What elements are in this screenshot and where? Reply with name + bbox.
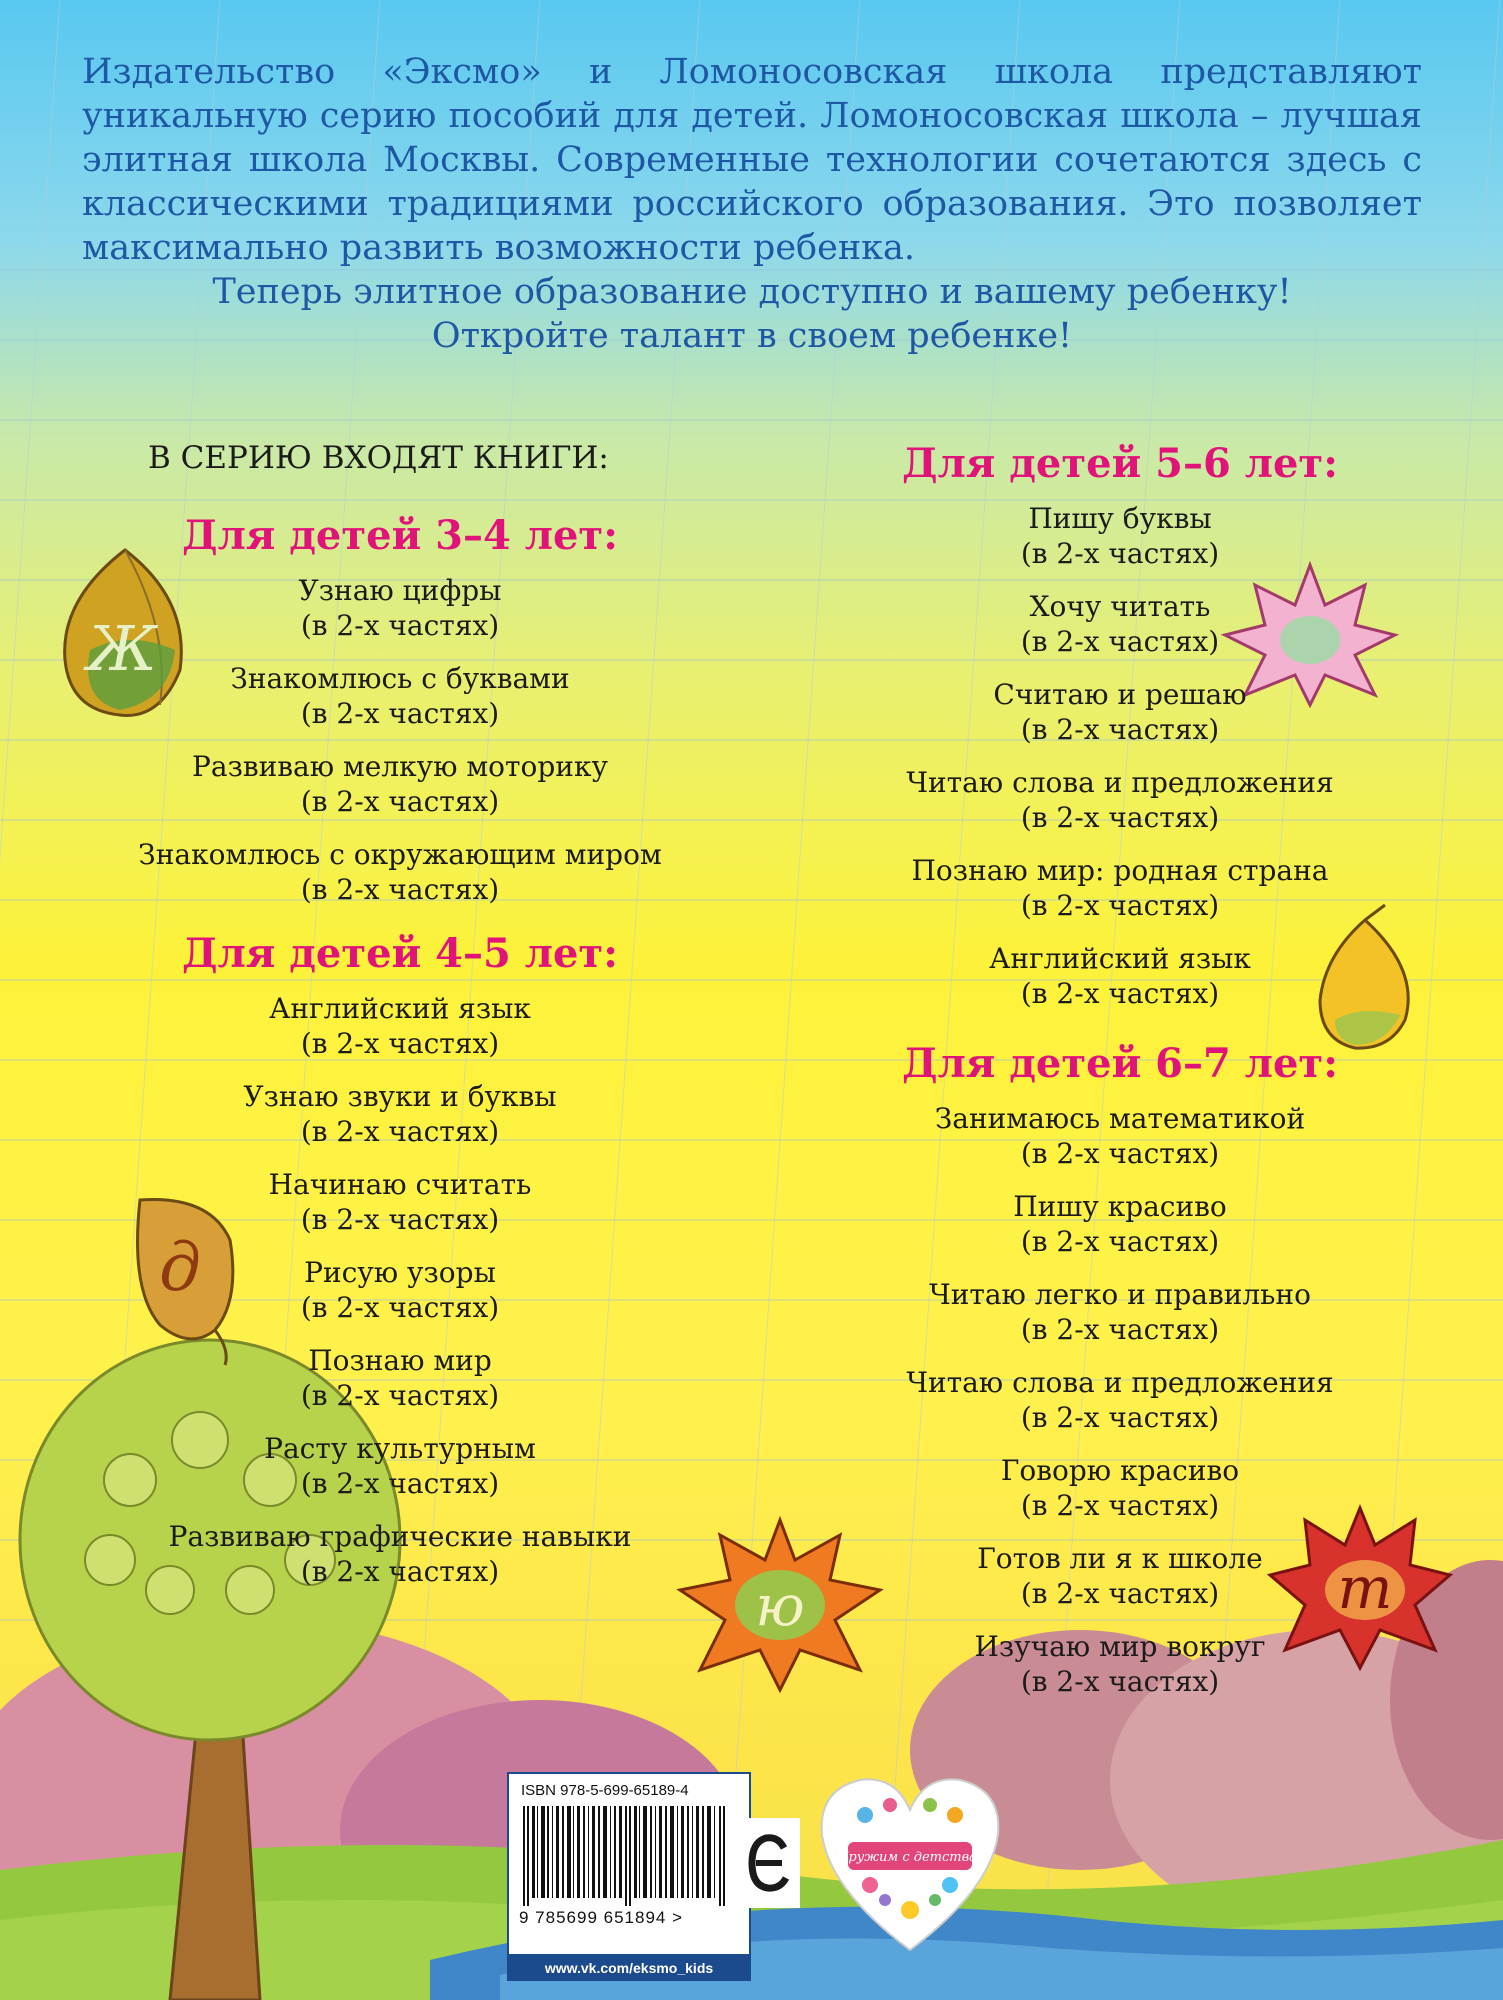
book-parts: (в 2-х частях) <box>1020 1137 1220 1170</box>
intro-line-2: Откройте талант в своем ребенке! <box>431 316 1073 356</box>
book-parts: (в 2-х частях) <box>300 785 500 818</box>
book-parts: (в 2-х частях) <box>300 1203 500 1236</box>
book-title: Готов ли я к школе <box>977 1542 1263 1575</box>
book-title: Расту культурным <box>264 1432 536 1465</box>
book-parts: (в 2-х частях) <box>300 1467 500 1500</box>
book-title: Считаю и решаю <box>993 678 1247 711</box>
book-parts: (в 2-х частях) <box>300 609 500 642</box>
book-item <box>820 1189 1420 1259</box>
book-title: Узнаю звуки и буквы <box>243 1080 557 1113</box>
leaf-letter-2: д <box>159 1229 201 1306</box>
book-parts: (в 2-х частях) <box>1020 1225 1220 1258</box>
book-item <box>820 1101 1420 1171</box>
book-parts: (в 2-х частях) <box>1020 625 1220 658</box>
book-item <box>100 573 700 643</box>
book-item <box>820 589 1420 659</box>
group-heading: Для детей 4–5 лет: <box>182 930 618 977</box>
book-item <box>100 837 700 907</box>
book-item <box>100 1431 700 1501</box>
book-item <box>820 1541 1420 1611</box>
intro-line-1: Теперь элитное образование доступно и вашему ребенку! <box>212 272 1292 312</box>
book-title: Познаю мир: родная страна <box>911 854 1329 887</box>
book-item <box>820 941 1420 1011</box>
group-heading: Для детей 5–6 лет: <box>902 440 1338 487</box>
book-parts: (в 2-х частях) <box>1020 1577 1220 1610</box>
book-title: Читаю легко и правильно <box>929 1278 1311 1311</box>
book-item <box>820 1453 1420 1523</box>
isbn-label: ISBN 978-5-699-65189-4 <box>521 1782 689 1799</box>
book-parts: (в 2-х частях) <box>1020 1665 1220 1698</box>
group-5-6 <box>820 440 1420 1029</box>
heart-badge-text: Дружим с детства! <box>837 1850 983 1865</box>
book-title: Знакомлюсь с буквами <box>230 662 570 695</box>
book-title: Начинаю считать <box>268 1168 532 1201</box>
book-title: Познаю мир <box>308 1344 492 1377</box>
book-item <box>100 749 700 819</box>
heart-badge-icon <box>810 1760 1010 1960</box>
book-title: Хочу читать <box>1029 590 1211 623</box>
book-parts: (в 2-х частях) <box>300 873 500 906</box>
group-heading: Для детей 3–4 лет: <box>182 512 618 559</box>
book-item <box>820 677 1420 747</box>
book-parts: (в 2-х частях) <box>300 1027 500 1060</box>
book-title: Знакомлюсь с окружающим миром <box>138 838 662 871</box>
group-heading: Для детей 6–7 лет: <box>902 1040 1338 1087</box>
eksmo-logo-icon <box>738 1818 800 1908</box>
book-item <box>820 501 1420 571</box>
book-parts: (в 2-х частях) <box>1020 1401 1220 1434</box>
book-parts: (в 2-х частях) <box>1020 801 1220 834</box>
book-title: Пишу буквы <box>1028 502 1212 535</box>
isbn-barcode-box <box>507 1772 751 1976</box>
isbn-digits: 9 785699 651894 > <box>519 1908 684 1927</box>
book-title: Английский язык <box>989 942 1251 975</box>
book-item <box>820 853 1420 923</box>
book-item <box>100 1167 700 1237</box>
book-title: Узнаю цифры <box>298 574 502 607</box>
group-4-5 <box>100 930 700 1607</box>
book-parts: (в 2-х частях) <box>300 1555 500 1588</box>
group-3-4 <box>100 512 700 925</box>
book-title: Читаю слова и предложения <box>906 1366 1334 1399</box>
book-item <box>820 1365 1420 1435</box>
book-item <box>100 661 700 731</box>
book-parts: (в 2-х частях) <box>1020 713 1220 746</box>
book-item <box>820 765 1420 835</box>
leaf-letter-4: т <box>1337 1554 1393 1622</box>
series-title: В СЕРИЮ ВХОДЯТ КНИГИ: <box>148 440 609 476</box>
book-item <box>100 1079 700 1149</box>
book-item <box>820 1629 1420 1699</box>
book-parts: (в 2-х частях) <box>1020 1489 1220 1522</box>
book-item <box>100 1343 700 1413</box>
barcode-icon <box>523 1806 733 1906</box>
book-title: Развиваю мелкую моторику <box>192 750 608 783</box>
book-parts: (в 2-х частях) <box>300 1291 500 1324</box>
leaf-letter-1: Ж <box>87 612 157 685</box>
book-title: Рисую узоры <box>304 1256 496 1289</box>
book-parts: (в 2-х частях) <box>300 697 500 730</box>
publisher-url: www.vk.com/eksmo_kids <box>507 1955 751 1981</box>
group-6-7 <box>820 1040 1420 1717</box>
book-title: Изучаю мир вокруг <box>974 1630 1266 1663</box>
book-title: Занимаюсь математикой <box>934 1102 1306 1135</box>
book-parts: (в 2-х частях) <box>1020 977 1220 1010</box>
intro-paragraph: Издательство «Эксмо» и Ломоносовская школа представляют уникальную серию пособий для детей. Ломоносовская школа – лучшая элитная школа Москвы. Современные технологии сочетаются здесь с классическими традициями российского образования. Это позволяет максимально развить возможности ребенка. <box>82 52 1422 268</box>
book-title: Развиваю графические навыки <box>168 1520 632 1553</box>
book-item <box>100 991 700 1061</box>
book-item <box>100 1255 700 1325</box>
book-title: Английский язык <box>269 992 531 1025</box>
book-parts: (в 2-х частях) <box>1020 537 1220 570</box>
book-title: Пишу красиво <box>1013 1190 1227 1223</box>
book-parts: (в 2-х частях) <box>1020 889 1220 922</box>
book-parts: (в 2-х частях) <box>300 1115 500 1148</box>
leaf-letter-3: ю <box>755 1574 805 1639</box>
book-title: Читаю слова и предложения <box>906 766 1334 799</box>
book-title: Говорю красиво <box>1000 1454 1240 1487</box>
book-parts: (в 2-х частях) <box>300 1379 500 1412</box>
book-item <box>820 1277 1420 1347</box>
book-item <box>100 1519 700 1589</box>
intro-block <box>82 50 1422 358</box>
book-parts: (в 2-х частях) <box>1020 1313 1220 1346</box>
